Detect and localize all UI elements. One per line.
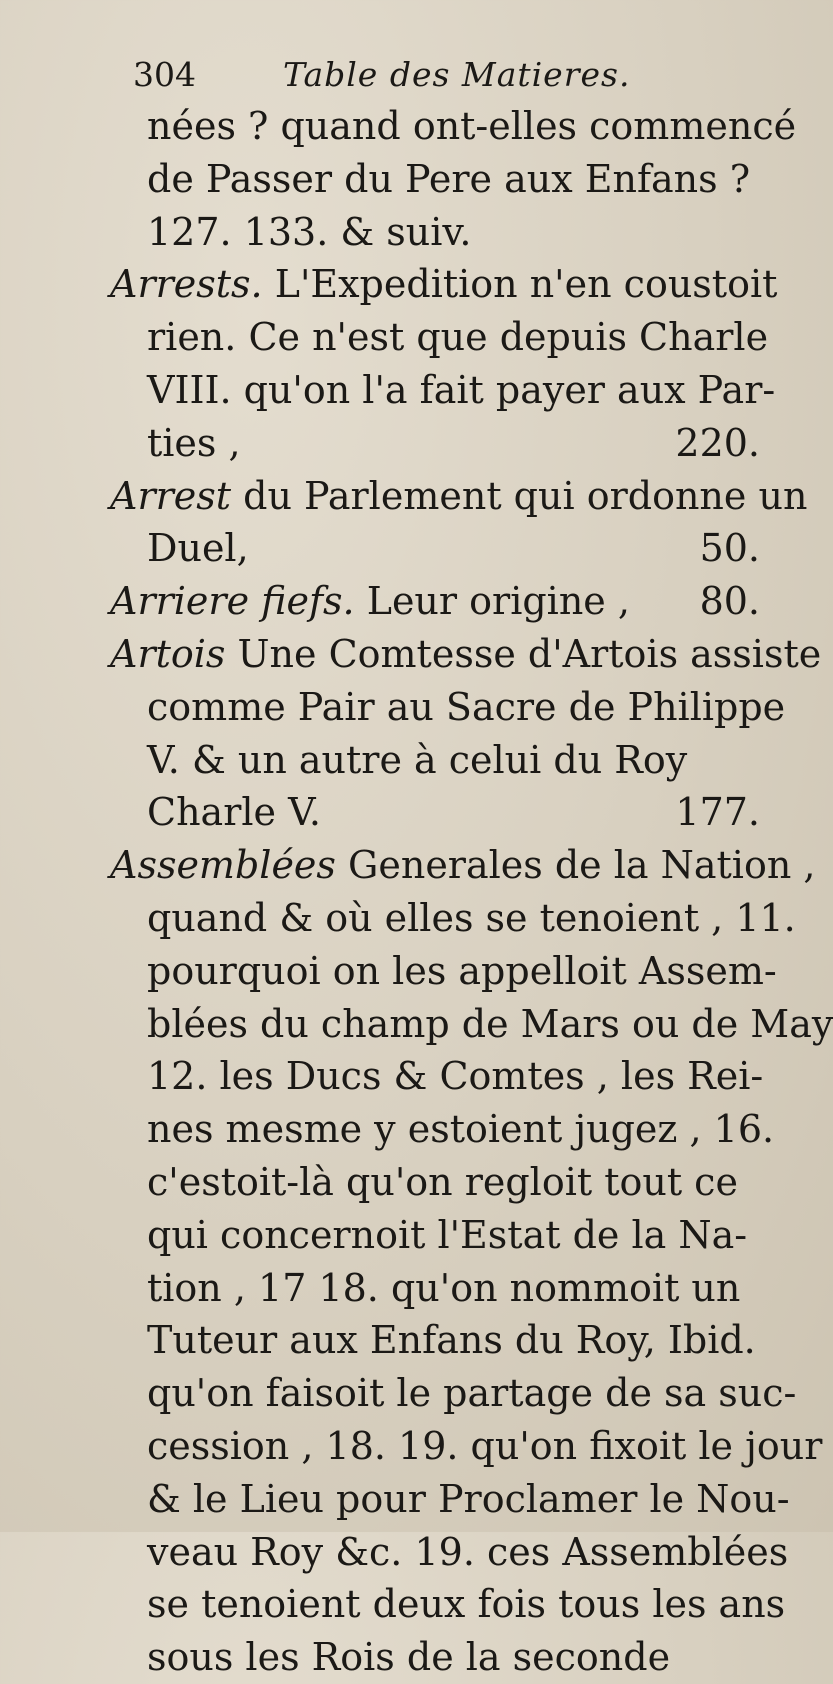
entry-text: & le Lieu pour Proclamer le Nou- <box>147 1476 790 1521</box>
entry-text: Charle V. <box>147 790 321 835</box>
entry-text: blées du champ de Mars ou de May <box>147 1001 833 1046</box>
text-line <box>110 206 760 259</box>
text-line <box>110 786 760 839</box>
text-line <box>110 1420 823 1473</box>
text-line <box>110 258 778 311</box>
entry-lemma: Arriere fiefs. <box>110 579 355 624</box>
index-entry <box>110 470 808 576</box>
entry-text: qui concernoit l'Estat de la Na- <box>147 1212 748 1257</box>
entry-text: Generales de la Nation , <box>335 843 816 888</box>
index-entry <box>110 575 760 628</box>
entry-text: pourquoi on les appelloit Assem- <box>147 948 777 993</box>
text-line <box>110 100 797 153</box>
text-line <box>110 1367 797 1420</box>
entry-text: nes mesme y estoient jugez , 16. <box>147 1107 775 1152</box>
entry-text: du Parlement qui ordonne un <box>231 473 808 518</box>
entry-text: cession , 18. 19. qu'on fixoit le jour <box>147 1423 823 1468</box>
text-line <box>110 364 776 417</box>
entry-text: qu'on faisoit le partage de sa suc- <box>147 1371 797 1416</box>
text-line <box>110 1578 786 1631</box>
text-line <box>110 998 833 1051</box>
text-line <box>110 522 760 575</box>
text-line <box>110 1631 760 1684</box>
index-entry <box>110 258 778 469</box>
text-line <box>110 575 760 628</box>
index-entry <box>110 839 833 1684</box>
entry-text: de Passer du Pere aux Enfans ? <box>147 156 751 201</box>
index-entry <box>110 100 797 258</box>
entry-text: nées ? quand ont-elles commencé <box>147 104 797 148</box>
page-reference: 177. <box>675 790 760 835</box>
text-line <box>110 839 816 892</box>
text-line <box>110 1103 775 1156</box>
page-header <box>133 50 693 100</box>
entry-lemma: Arrest <box>110 473 232 518</box>
running-title: Table des Matieres. <box>283 55 631 94</box>
entry-text: 12. les Ducs & Comtes , les Rei- <box>147 1054 764 1099</box>
entry-lemma: Arrests. <box>110 262 263 307</box>
text-line <box>110 311 769 364</box>
entry-lemma: Assemblées <box>110 843 336 888</box>
entry-text: 127. 133. & suiv. <box>147 209 472 254</box>
text-line <box>110 892 796 945</box>
entry-text: rien. Ce n'est que depuis Charle <box>147 315 769 360</box>
entry-text: quand & où elles se tenoient , 11. <box>147 895 796 940</box>
text-line <box>110 470 808 523</box>
page-reference: 50. <box>699 526 760 571</box>
entry-text: VIII. qu'on l'a fait payer aux Par- <box>147 367 776 412</box>
entry-text: V. & un autre à celui du Roy <box>147 737 688 782</box>
entry-text: Duel, <box>147 526 249 571</box>
entry-text: c'estoit-là qu'on regloit tout ce <box>147 1159 738 1204</box>
text-line <box>110 681 786 734</box>
entry-text: Leur origine , <box>354 579 630 624</box>
entry-text: ties , <box>147 420 241 465</box>
text-line <box>110 1526 789 1579</box>
entry-text: sous les Rois de la seconde <box>147 1635 671 1680</box>
index-entries <box>110 100 833 1684</box>
text-line <box>110 1050 764 1103</box>
page-reference: 220. <box>675 420 760 465</box>
entry-text: comme Pair au Sacre de Philippe <box>147 684 786 729</box>
text-line <box>110 1314 760 1367</box>
entry-lemma: Artois <box>110 631 226 676</box>
entry-text: L'Expedition n'en coustoit <box>262 262 778 307</box>
text-line <box>110 1209 760 1262</box>
text-line <box>110 1473 790 1526</box>
entry-text: se tenoient deux fois tous les ans <box>147 1582 786 1627</box>
index-entry <box>110 628 822 839</box>
text-line <box>110 1262 760 1315</box>
text-line <box>110 1156 760 1209</box>
page-reference: 80. <box>699 579 760 624</box>
entry-text: tion , 17 18. qu'on nommoit un <box>147 1265 741 1310</box>
text-line <box>110 417 760 470</box>
entry-text: veau Roy &c. 19. ces Assemblées <box>147 1529 789 1574</box>
text-line <box>110 734 760 787</box>
text-line <box>110 945 777 998</box>
text-line <box>110 628 822 681</box>
text-line <box>110 153 760 206</box>
entry-text: Une Comtesse d'Artois assiste <box>225 631 822 676</box>
entry-text: Tuteur aux Enfans du Roy, Ibid. <box>147 1318 756 1363</box>
page-number: 304 <box>133 55 196 94</box>
